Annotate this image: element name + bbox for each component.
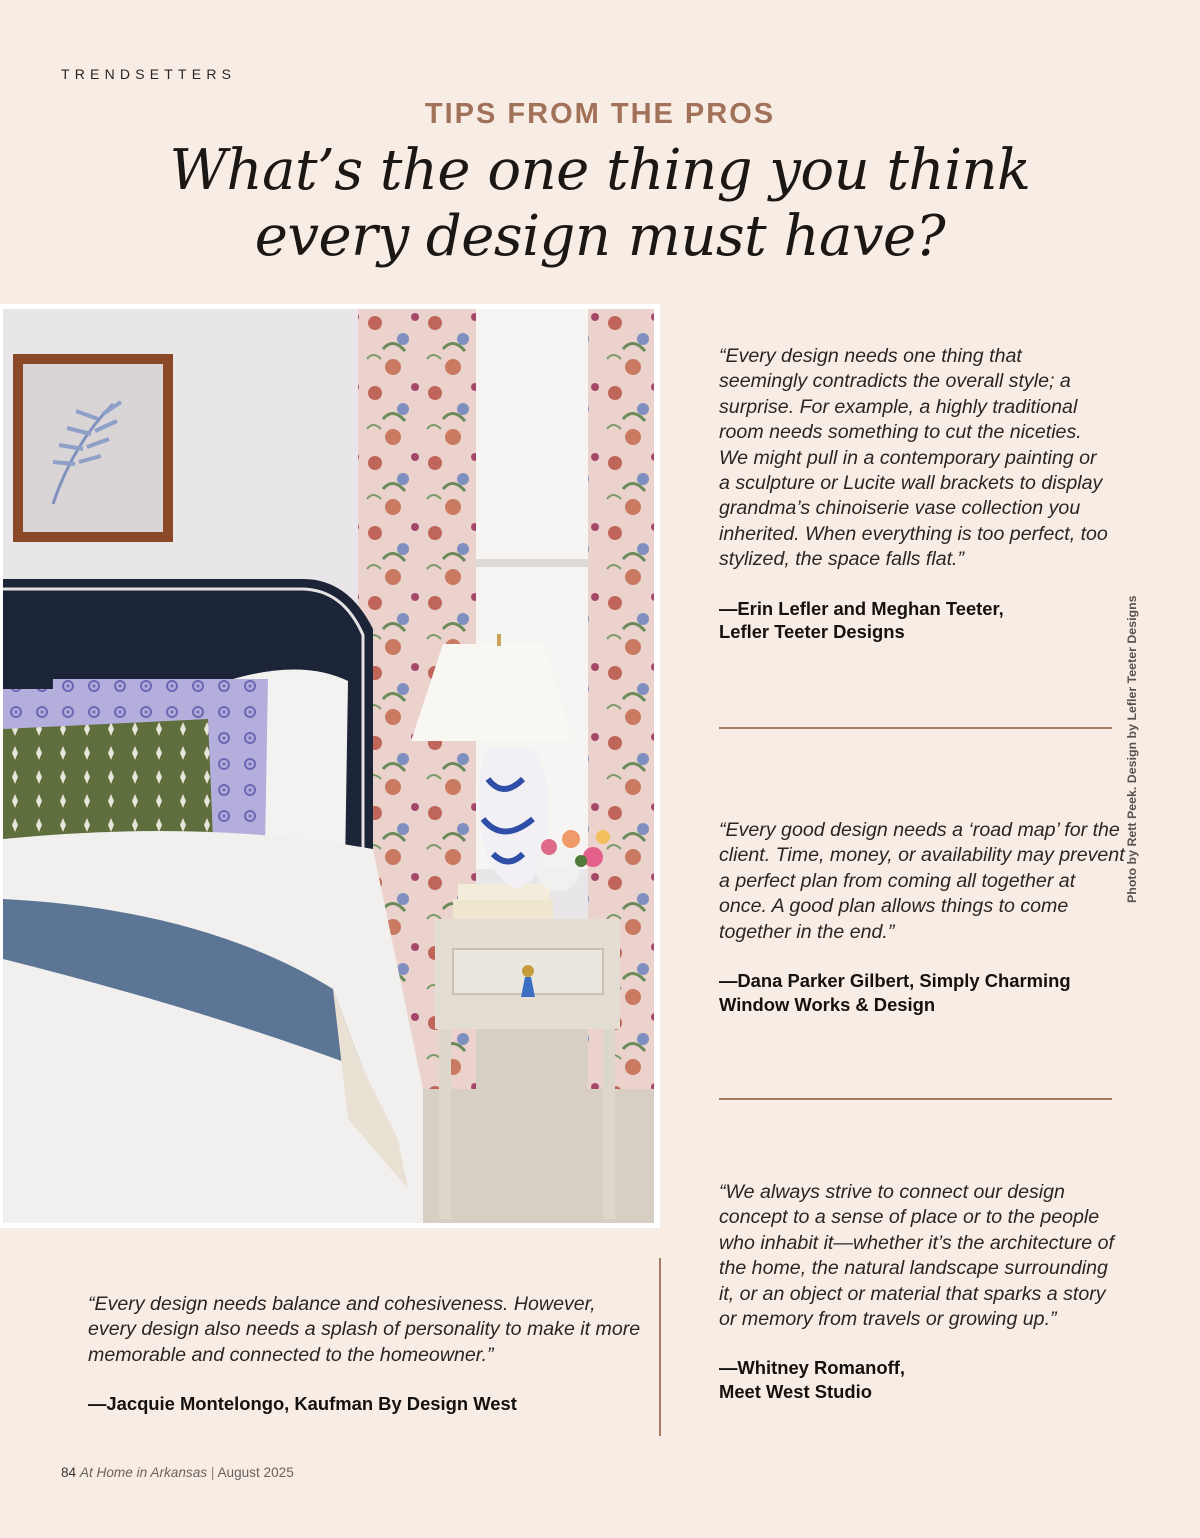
headline-line-1: What’s the one thing you think xyxy=(169,138,1031,203)
section-divider xyxy=(719,727,1112,729)
folio-separator: | xyxy=(210,1465,215,1480)
attribution: —Erin Lefler and Meghan Teeter, Lefler Teeter Designs xyxy=(719,597,1004,643)
quote-text: “We always strive to connect our design concept to a sense of place or to the people who inhabit it—whether it’s the architecture of the home, the natural landscape surrounding it, or an object or material that sparks a story or memory from travels or growing up.” xyxy=(719,1181,1114,1331)
attribution: —Jacquie Montelongo, Kaufman By Design West xyxy=(88,1393,517,1415)
quote-lefler-teeter xyxy=(719,344,1119,644)
bedroom-photo-illustration xyxy=(3,309,654,1223)
quote-parker-gilbert xyxy=(719,818,1139,1016)
issue-date: August 2025 xyxy=(217,1465,294,1480)
headline-line-2: every design must have? xyxy=(254,204,946,269)
kicker: TIPS FROM THE PROS xyxy=(424,98,776,130)
publication-name: At Home in Arkansas xyxy=(79,1465,208,1480)
headline xyxy=(0,138,1200,270)
section-label: TRENDSETTERS xyxy=(61,66,237,82)
photo-credit: Photo by Rett Peek. Design by Lefler Teeter Designs xyxy=(1125,595,1139,903)
quote-text: “Every design needs balance and cohesiveness. However, every design also needs a splash of personality to make it more memorable and connected to the homeowner.” xyxy=(88,1293,641,1366)
quote-montelongo xyxy=(88,1292,648,1416)
quote-romanoff xyxy=(719,1180,1139,1404)
quote-text: “Every design needs one thing that seemingly contradicts the overall style; a surprise. For example, a highly traditional room needs something to cut the niceties. We might pull in a contemporary painting or a sculpture or Lucite wall brackets to display grandma’s chinoiserie vase collection you inherited. When everything is too perfect, too stylized, the space falls flat.” xyxy=(719,345,1108,571)
attribution: —Dana Parker Gilbert, Simply Charming Window Works & Design xyxy=(719,970,1071,1015)
page-number: 84 xyxy=(61,1465,77,1480)
section-divider xyxy=(719,1098,1112,1100)
vertical-rule xyxy=(659,1258,661,1436)
bedroom-photo xyxy=(0,304,660,1228)
attribution: —Whitney Romanoff, Meet West Studio xyxy=(719,1357,905,1403)
quote-text: “Every good design needs a ‘road map’ for the client. Time, money, or availability may prevent a perfect plan from coming all together at once. A good plan allows things to come together in the end.” xyxy=(719,819,1125,943)
folio xyxy=(61,1465,294,1480)
